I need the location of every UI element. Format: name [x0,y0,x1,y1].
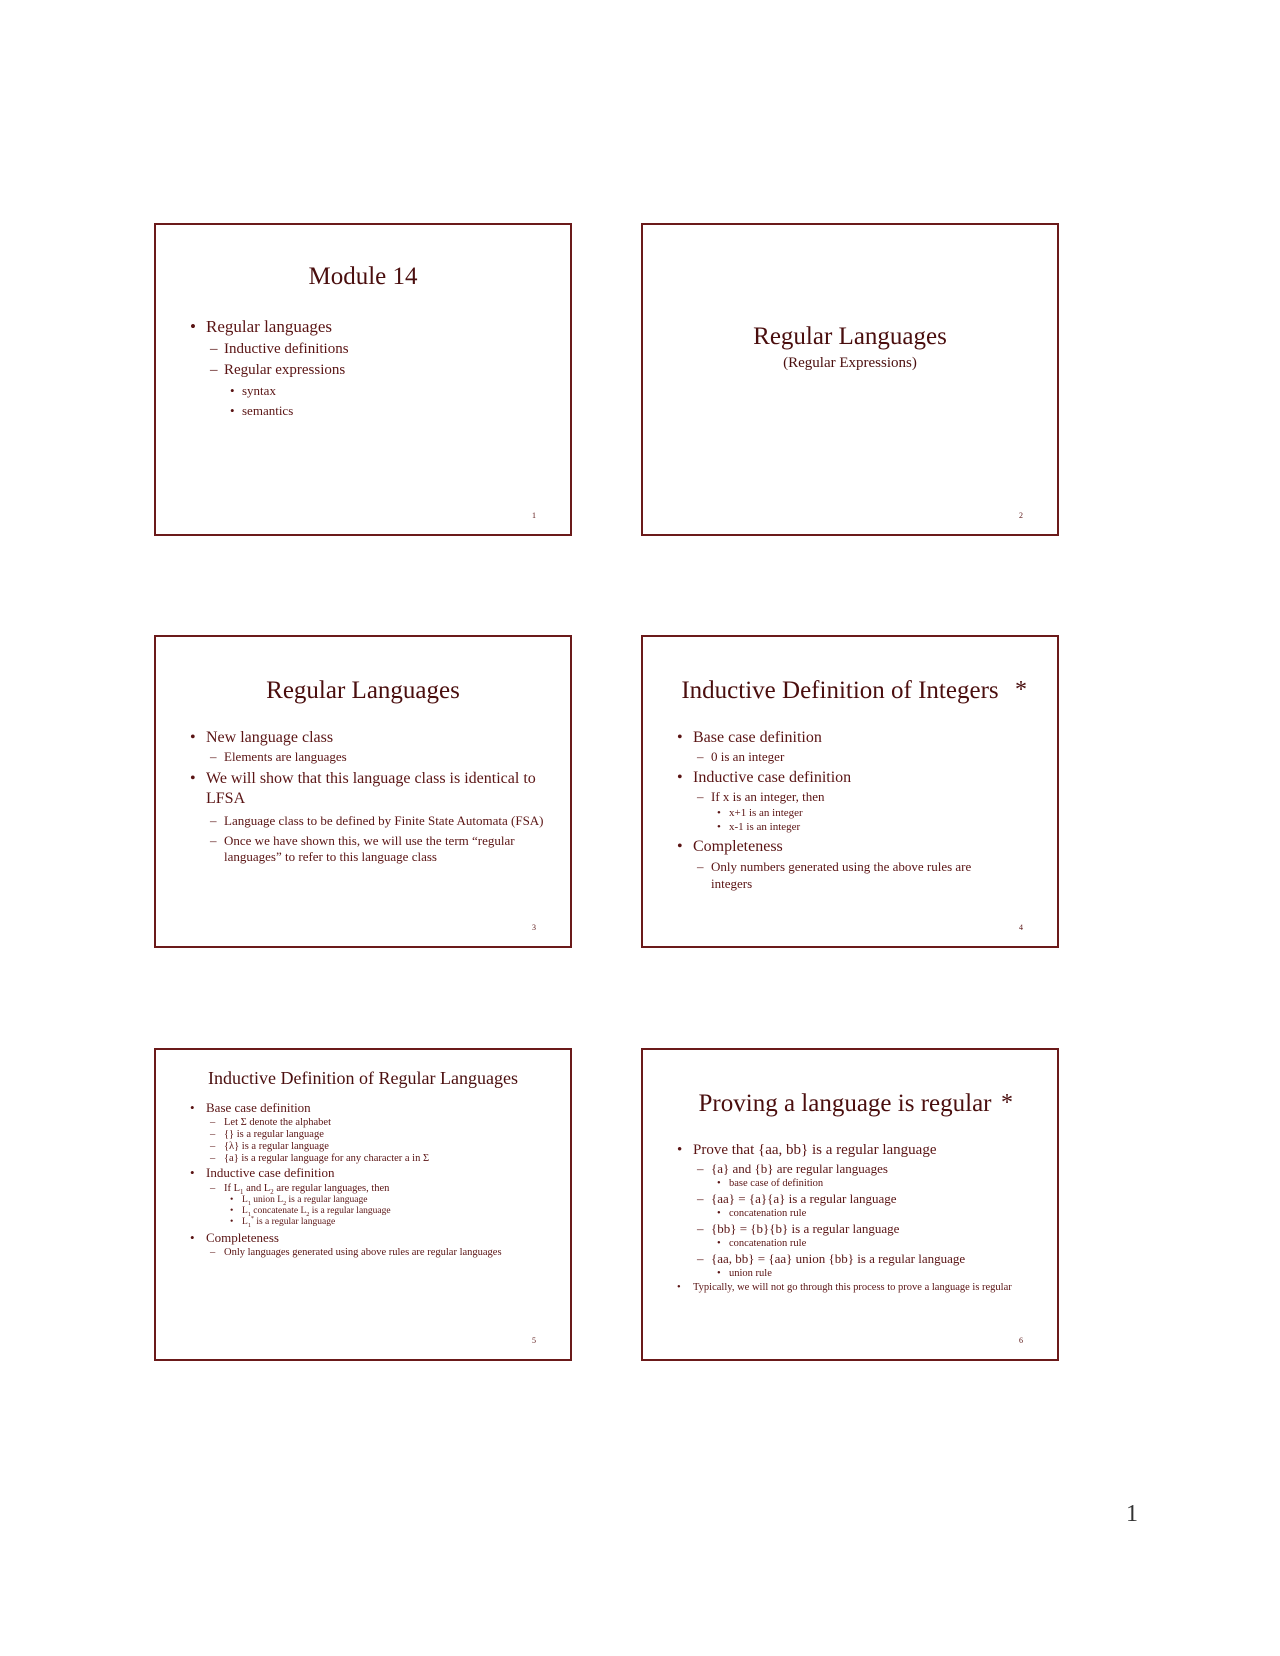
text-fragment: L [242,1206,248,1216]
sub-bullet: – Only languages generated using above rules are regular languages [184,1247,564,1258]
sub-bullet: – Language class to be defined by Finite State Automata (FSA) [184,813,544,829]
slide-title: Inductive Definition of Integers [681,677,999,704]
bullet: • Inductive case definition [671,769,1031,787]
slide-6 [641,1048,1059,1361]
text-fragment: and L [243,1183,271,1194]
text-fragment: are regular languages, then [273,1183,390,1194]
sub-bullet [184,1183,564,1197]
title-star: * [1015,677,1027,703]
text-fragment: concatenate L [250,1206,307,1216]
slide-body [184,317,554,419]
slide-title: Module 14 [308,263,418,290]
sub-bullet: – Regular expressions [184,362,554,379]
text-fragment: is a regular language [286,1195,368,1205]
text-fragment: If L [224,1183,241,1194]
sub-sub-bullet: • semantics [184,403,554,419]
subscript: 1 [240,1189,244,1197]
sub-bullet: – {aa, bb} = {aa} union {bb} is a regular language [671,1251,1041,1267]
sub-bullet: – {a} and {b} are regular languages [671,1161,1041,1177]
subscript: 1 [247,1222,251,1229]
bullet: • Inductive case definition [184,1165,564,1181]
bullet: • Prove that {aa, bb} is a regular language [671,1142,1041,1159]
slide-3 [154,635,572,948]
sub-sub-bullet: • concatenation rule [671,1238,1041,1249]
sub-bullet: – {} is a regular language [184,1129,564,1140]
slide-title: Proving a language is regular [698,1090,992,1117]
sub-bullet: – 0 is an integer [671,749,1031,765]
text-fragment: L [242,1217,248,1227]
title-star: * [1001,1090,1013,1116]
slide-body [184,729,544,865]
sub-sub-bullet: • x-1 is an integer [671,821,1031,833]
subscript: 2 [283,1200,287,1207]
slide-title: Regular Languages [753,323,947,350]
slide-body [671,729,1031,892]
sub-bullet: – {bb} = {b}{b} is a regular language [671,1221,1041,1237]
bullet: • Completeness [184,1230,564,1246]
text-fragment: is a regular language [309,1206,391,1216]
sub-sub-bullet: • union rule [671,1268,1041,1279]
bullet: • Base case definition [671,729,1031,747]
slide-number: 6 [1019,1336,1023,1345]
bullet: • New language class [184,729,544,747]
bullet: • Base case definition [184,1100,564,1116]
bullet: • Regular languages [184,317,554,337]
bullet: • Completeness [671,838,1031,856]
sub-bullet: – Elements are languages [184,749,544,765]
slide-number: 5 [532,1336,536,1345]
sub-sub-bullet: • base case of definition [671,1178,1041,1189]
sub-bullet: – Inductive definitions [184,341,554,358]
sub-bullet: – Only numbers generated using the above rules are integers [671,858,1031,892]
slide-body [184,1100,564,1258]
subscript: 1 [247,1211,251,1218]
sub-sub-bullet [184,1206,564,1216]
sub-bullet: – Let Σ denote the alphabet [184,1117,564,1128]
bullet: • Typically, we will not go through this process to prove a language is regular [671,1281,1041,1294]
sub-sub-bullet: • x+1 is an integer [671,807,1031,819]
subscript: 2 [306,1211,310,1218]
sub-bullet: – {λ} is a regular language [184,1141,564,1152]
slide-number: 2 [1019,511,1023,520]
text-fragment: is a regular language [253,1217,336,1227]
sub-sub-bullet: • syntax [184,383,554,399]
text-fragment: L [242,1195,248,1205]
sub-bullet: – If x is an integer, then [671,789,1031,805]
bullet: • We will show that this language class is identical to LFSA [184,769,544,809]
sub-sub-bullet [184,1195,564,1205]
sub-sub-bullet [184,1217,564,1227]
subscript: 1 [247,1200,251,1207]
subscript: 2 [270,1189,274,1197]
text-fragment: union L [250,1195,284,1205]
sub-sub-bullet: • concatenation rule [671,1208,1041,1219]
slide-number: 4 [1019,923,1023,932]
slide-number: 1 [532,511,536,520]
slide-4 [641,635,1059,948]
slide-1 [154,223,572,536]
page-number: 1 [1126,1501,1138,1527]
slide-body [671,1142,1041,1294]
superscript: * [250,1215,254,1222]
sub-bullet: – {a} is a regular language for any character a in Σ [184,1153,564,1164]
slide-title: Inductive Definition of Regular Languages [208,1068,518,1088]
slide-title: Regular Languages [266,677,460,704]
sub-bullet: – Once we have shown this, we will use the term “regular languages” to refer to this language class [184,833,544,865]
slide-number: 3 [532,923,536,932]
sub-bullet: – {aa} = {a}{a} is a regular language [671,1191,1041,1207]
slide-5 [154,1048,572,1361]
slide-2 [641,223,1059,536]
slide-subtitle: (Regular Expressions) [783,355,917,371]
